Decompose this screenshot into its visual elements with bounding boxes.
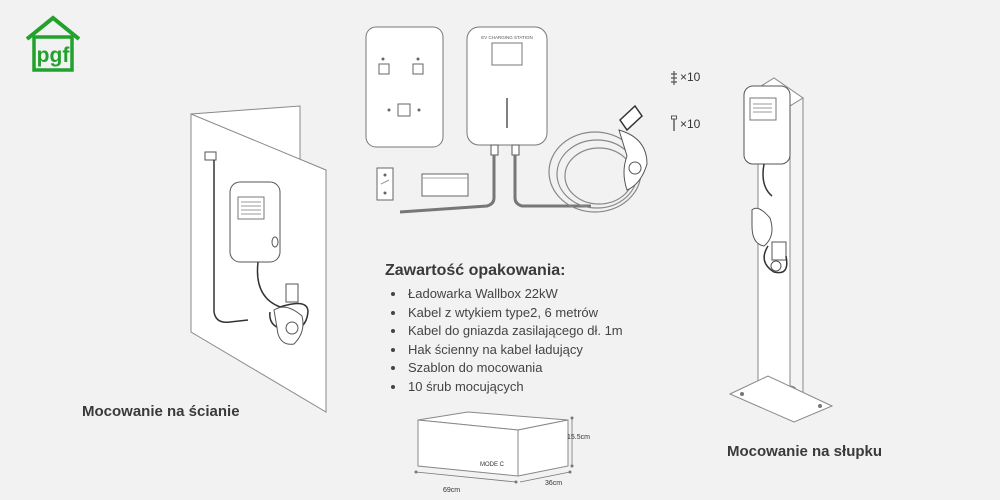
- box-width-label: 69cm: [443, 487, 461, 494]
- anchor-screw-icon: [668, 70, 680, 86]
- box-label: MODE C: [480, 462, 504, 468]
- pole-mount-caption: Mocowanie na słupku: [727, 443, 883, 460]
- screw-qty-2: ×10: [680, 117, 701, 131]
- logo-text: pgf: [36, 44, 70, 67]
- list-item: • Kabel do gniazda zasilającego dł. 1m: [406, 322, 623, 341]
- screw-icon: [668, 115, 680, 133]
- pole-mount-illustration: [728, 76, 834, 424]
- box-dimensions-drawing: [408, 410, 608, 500]
- list-item: • Kabel z wtykiem type2, 6 metrów: [406, 304, 623, 323]
- box-height-label: 15.5cm: [567, 434, 590, 441]
- list-item: • Szablon do mocowania: [406, 359, 623, 378]
- screw-qty-1: ×10: [680, 70, 701, 84]
- package-contents-list: [388, 285, 623, 396]
- list-item: • 10 śrub mocujących: [406, 378, 623, 397]
- station-label: EV CHARGING STATION: [481, 35, 533, 40]
- wall-mount-illustration: [188, 102, 333, 420]
- hook-and-plate-parts: [375, 166, 475, 206]
- list-item: • Hak ścienny na kabel ładujący: [406, 341, 623, 360]
- box-depth-label: 36cm: [545, 480, 563, 487]
- pgf-logo: [22, 14, 84, 74]
- list-item: • Ładowarka Wallbox 22kW: [406, 285, 623, 304]
- wall-mount-caption: Mocowanie na ścianie: [82, 403, 240, 420]
- package-contents-title: Zawartość opakowania:: [385, 262, 566, 279]
